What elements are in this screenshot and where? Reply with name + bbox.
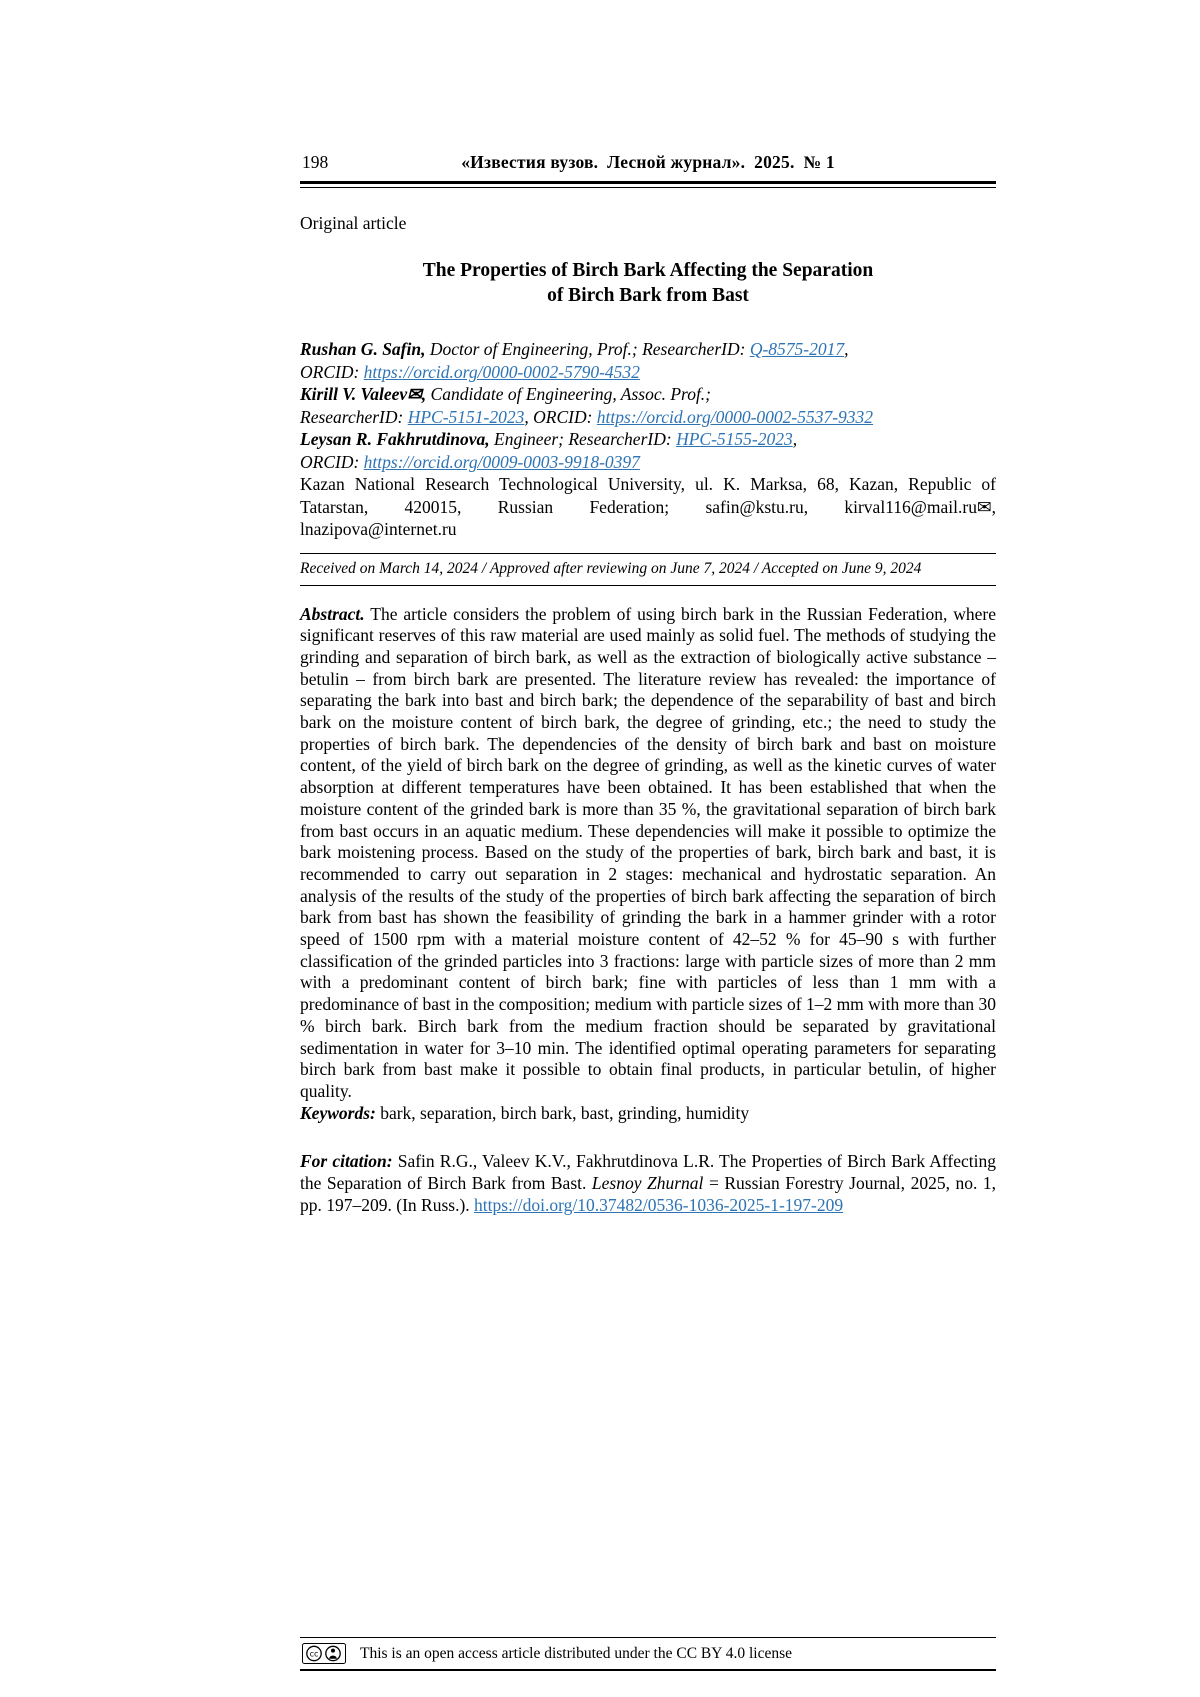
running-head: [300, 152, 996, 176]
orcid-label: ORCID:: [300, 451, 364, 472]
header-rule: [300, 181, 996, 188]
author-line: [300, 383, 996, 406]
page-number: 198: [302, 152, 329, 172]
affiliation-text: Kazan National Research Technological University, ul. K. Marksa, 68, Kazan, Republic of Tatarstan, 420015, Russian Federation; safin@kstu.ru, kirval116@mail.ru✉, lnazipova@internet.ru: [300, 474, 996, 539]
citation-paragraph: [300, 1151, 996, 1216]
citation-journal-name: Lesnoy Zhurnal: [591, 1173, 704, 1194]
cc-by-icon: [302, 1643, 346, 1664]
orcid-link[interactable]: https://orcid.org/0009-0003-9918-0397: [363, 451, 640, 472]
author-separator: , ORCID:: [524, 406, 597, 427]
author-line: [300, 361, 996, 384]
title-line-1: The Properties of Birch Bark Affecting the Separation: [422, 260, 874, 281]
page-title: [300, 258, 996, 308]
abstract-label: Abstract.: [300, 603, 365, 624]
author-role: Engineer; ResearcherID:: [489, 429, 677, 449]
author-role: Candidate of Engineering, Assoc. Prof.;: [426, 384, 712, 404]
page-content: [300, 0, 996, 1216]
abstract-text: The article considers the problem of using birch bark in the Russian Federation, where significant reserves of this raw material are used mainly as solid fuel. The methods of studying the grinding and separation of birch bark, as well as the extraction of biologically active substance – betulin – from birch bark are presented. The literature review has revealed: the importance of separating the bark into bast and birch bark; the dependence of the separability of bast and birch bark on the moisture content of birch bark, the degree of grinding, etc.; the need to study the properties of birch bark. The dependencies of the density of birch bark and bast on moisture content, of the yield of birch bark on the degree of grinding, as well as the kinetic curves of water absorption at different temperatures have been obtained. It has been established that when the moisture content of the grinded bark is more than 35 %, the gravitational separation of birch bark from bast occurs in an aquatic medium. These dependencies will make it possible to optimize the bark moistening process. Based on the study of the properties of bark, birch bark and bast, it is recommended to carry out separation in 2 stages: mechanical and hydrostatic separation. An analysis of the results of the study of the properties of birch bark affecting the separation of birch bark from bast has shown the feasibility of grinding the bark in a hammer grinder with a rotor speed of 1500 rpm with a material moisture content of 42–52 % for 45–90 s with further classification of the grinded particles into 3 fractions: large with particle sizes of more than 2 mm with a predominant content of birch bark; fine with particles of less than 1 mm with a predominance of bast in the composition; medium with particle sizes of 1–2 mm with more than 30 % birch bark. Birch bark from the medium fraction should be separated by gravitational sedimentation in water for 3–10 min. The identified optimal operating parameters for separating birch bark from bast make it possible to obtain final products, in particular betulin, of higher quality.: [300, 603, 996, 1101]
dates-line: Received on March 14, 2024 / Approved after reviewing on June 7, 2024 / Accepted on June 9, 2024: [300, 559, 922, 577]
authors-block: [300, 338, 996, 541]
researcher-id-link[interactable]: HPC-5151-2023: [407, 406, 525, 427]
svg-text:cc: cc: [309, 1649, 319, 1659]
author-line: [300, 338, 996, 361]
dates-block: [300, 553, 996, 586]
citation-label: For citation:: [300, 1151, 393, 1172]
keywords-line: [300, 1103, 996, 1125]
title-line-2: of Birch Bark from Bast: [547, 285, 749, 306]
author-line: [300, 406, 996, 429]
doi-link[interactable]: https://doi.org/10.37482/0536-1036-2025-1-197-209: [474, 1194, 844, 1215]
abstract-paragraph: [300, 604, 996, 1103]
keywords-label: Keywords:: [300, 1102, 376, 1123]
license-row: [300, 1638, 996, 1669]
author-separator: ,: [792, 429, 798, 449]
orcid-link[interactable]: https://orcid.org/0000-0002-5537-9332: [596, 406, 874, 427]
license-footer: [300, 1637, 996, 1671]
researcher-id-label: ResearcherID:: [300, 406, 408, 427]
author-name: Kirill V. Valeev✉,: [300, 384, 427, 404]
author-line: [300, 451, 996, 474]
orcid-label: ORCID:: [300, 361, 364, 382]
footer-rule-bottom: [300, 1669, 996, 1671]
author-separator: ,: [844, 339, 849, 359]
citation-text-before: Safin R.G., Valeev K.V., Fakhrutdinova L.R. The Properties of Birch Bark Affecting the Separation of Birch Bark from Bast.: [300, 1151, 996, 1194]
researcher-id-link[interactable]: HPC-5155-2023: [676, 429, 793, 449]
researcher-id-link[interactable]: Q-8575-2017: [749, 339, 845, 359]
author-name: Leysan R. Fakhrutdinova,: [300, 429, 490, 449]
author-line: [300, 428, 996, 451]
journal-header: «Известия вузов. Лесной журнал». 2025. № 1: [461, 152, 835, 172]
orcid-link[interactable]: https://orcid.org/0000-0002-5790-4532: [363, 361, 640, 382]
author-role: Doctor of Engineering, Prof.; ResearcherID:: [425, 339, 750, 359]
license-text: This is an open access article distributed under the CC BY 4.0 license: [360, 1644, 793, 1662]
keywords-text: bark, separation, birch bark, bast, grinding, humidity: [375, 1102, 750, 1123]
citation-text-after: = Russian Forestry Journal, 2025, no. 1, pp. 197–209. (In Russ.).: [300, 1173, 997, 1215]
article-type-label: Original article: [300, 213, 407, 233]
author-name: Rushan G. Safin,: [300, 339, 426, 359]
